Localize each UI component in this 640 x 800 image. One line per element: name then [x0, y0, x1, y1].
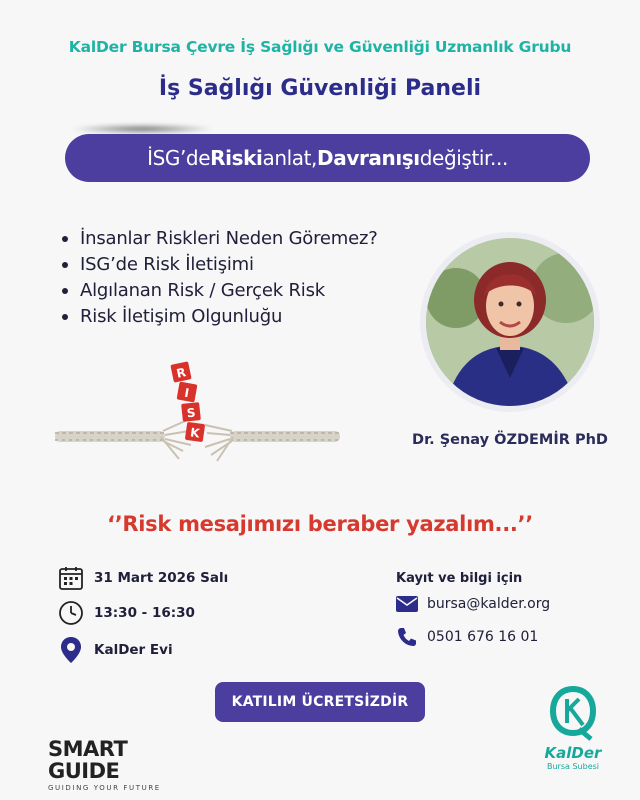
topic-item: Risk İletişim Olgunluğu: [62, 304, 378, 330]
topic-item: İnsanlar Riskleri Neden Göremez?: [62, 226, 378, 252]
smartguide-tagline: GUIDING YOUR FUTURE: [48, 784, 161, 792]
event-location-row: [58, 636, 173, 664]
svg-text:S: S: [186, 405, 197, 421]
speaker-name: Dr. Şenay ÖZDEMİR PhD: [412, 432, 608, 448]
contact-phone-row: [396, 626, 538, 648]
contact-phone[interactable]: 0501 676 16 01: [427, 629, 539, 645]
slogan-bold-risk: Riski: [210, 146, 263, 170]
panel-title: İş Sağlığı Güvenliği Paneli: [158, 76, 482, 101]
free-participation-button[interactable]: KATILIM ÜCRETSİZDİR: [215, 682, 425, 722]
rope-risk-illustration: [55, 355, 340, 475]
location-pin-icon: [58, 636, 84, 664]
risk-block: [181, 402, 201, 422]
slogan-part: anlat,: [262, 146, 318, 170]
mail-icon: [396, 596, 418, 612]
clock-icon: [58, 600, 84, 626]
risk-block: [170, 361, 191, 382]
risk-block: [177, 382, 198, 403]
topic-list: [62, 226, 378, 330]
event-time-row: [58, 600, 195, 626]
organization-title: KalDer Bursa Çevre İş Sağlığı ve Güvenliği Uzmanlık Grubu: [68, 38, 572, 56]
svg-text:R: R: [175, 365, 188, 381]
event-date-row: [58, 565, 228, 591]
kalder-q-icon: [549, 685, 597, 741]
slogan-banner: [65, 134, 590, 182]
banner-shadow: [70, 124, 215, 134]
topic-item: ISG’de Risk İletişimi: [62, 252, 378, 278]
bullet-icon: [62, 236, 68, 242]
calendar-icon: [58, 565, 84, 591]
kalder-branch: Bursa Subesi: [547, 762, 599, 771]
bullet-icon: [62, 314, 68, 320]
bullet-icon: [62, 288, 68, 294]
event-date: 31 Mart 2026 Salı: [94, 570, 229, 586]
slogan-part: değiştir...: [419, 146, 508, 170]
kalder-wordmark: KalDer: [544, 744, 602, 762]
contact-email-row: [396, 596, 550, 612]
svg-text:K: K: [189, 425, 201, 441]
slogan-part: İSG’de: [147, 146, 211, 170]
event-location: KalDer Evi: [94, 642, 173, 658]
speaker-photo: [426, 238, 594, 406]
phone-icon: [396, 626, 418, 648]
smartguide-logo: [48, 738, 178, 792]
quote-text: ‘’Risk mesajımızı beraber yazalım...’’: [107, 512, 533, 536]
topic-item: Algılanan Risk / Gerçek Risk: [62, 278, 378, 304]
speaker-photo-frame: [420, 232, 600, 412]
rope-left: [55, 421, 191, 459]
event-time: 13:30 - 16:30: [94, 605, 195, 621]
risk-block: [185, 422, 205, 442]
contact-email[interactable]: bursa@kalder.org: [427, 596, 551, 612]
svg-text:I: I: [183, 385, 191, 401]
contact-title: Kayıt ve bilgi için: [396, 571, 523, 586]
kalder-logo: [528, 685, 618, 771]
slogan-bold-behavior: Davranışı: [317, 146, 420, 170]
bullet-icon: [62, 262, 68, 268]
rope-right: [205, 425, 340, 461]
smartguide-wordmark: SMART GUIDE: [48, 737, 128, 783]
